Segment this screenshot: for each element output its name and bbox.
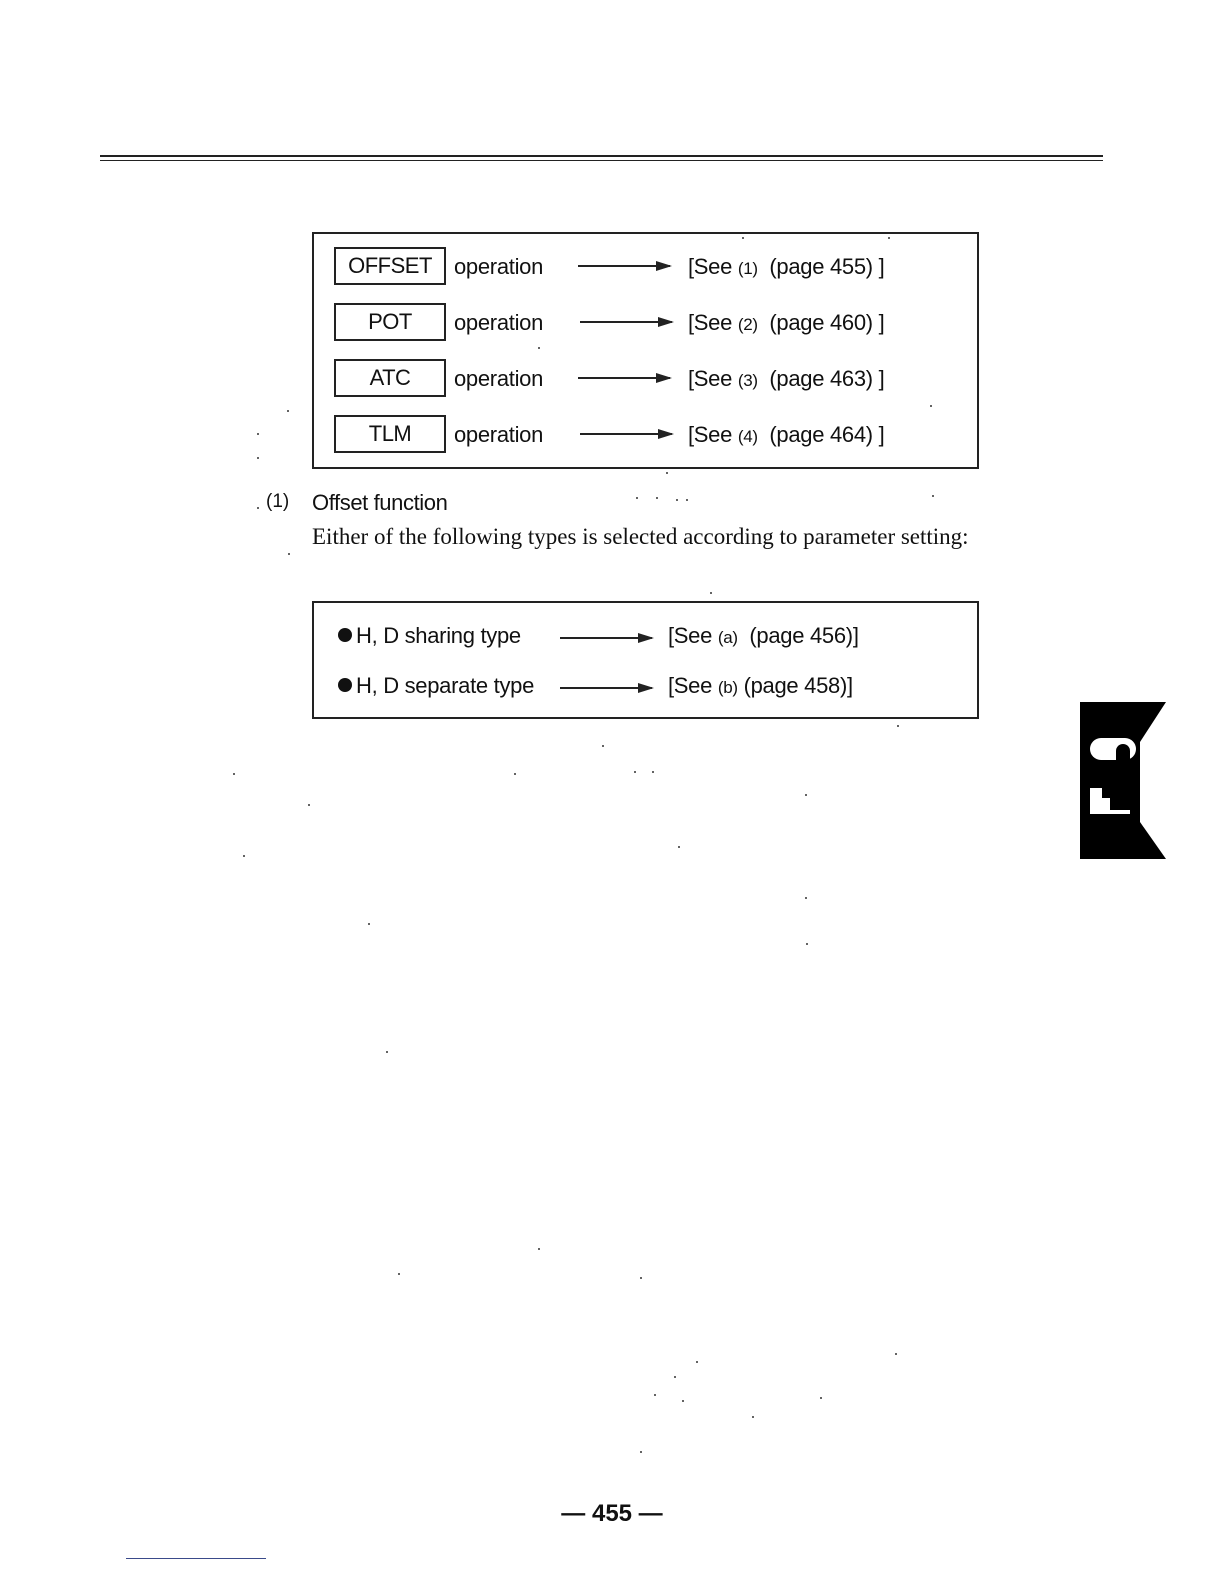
speckle [805,897,807,899]
speckle [538,347,540,349]
speckle [398,1273,400,1275]
speckle [656,497,658,499]
speckle [897,725,899,727]
speckle [686,499,688,501]
page-reference: [See (a) (page 456)] [668,623,859,648]
speckle [514,773,516,775]
chapter-3-tab-icon [1080,702,1166,859]
speckle [820,1397,822,1399]
speckle [257,507,259,509]
page-number: — 455 — [561,1500,663,1527]
speckle [652,771,654,773]
speckle [805,794,807,796]
speckle [640,1277,642,1279]
arrow-icon [580,321,672,323]
operation-label: operation [454,366,544,391]
speckle [287,410,289,412]
footer-rule [126,1558,266,1559]
header-rule-thin [100,160,1103,161]
page-reference: [See (b) (page 458)] [668,673,853,698]
speckle [654,1394,656,1396]
operation-label: operation [454,254,544,279]
speckle [806,943,808,945]
type-label: H, D sharing type [338,623,521,649]
bullet-icon [338,678,352,692]
arrow-icon [578,265,670,267]
speckle [710,592,712,594]
operation-label: operation [454,422,544,447]
section-paragraph: Either of the following types is selected according to parameter setting: [312,524,969,549]
operation-label: operation [454,310,544,335]
operation-row-atc [334,359,964,397]
pot-key-label: POT [334,303,446,341]
speckle [696,1361,698,1363]
speckle [666,472,668,474]
section-title: Offset function [312,490,448,515]
type-row-sharing [338,623,968,653]
page-reference: [See (1) (page 455) ] [688,254,885,279]
atc-key-label: ATC [334,359,446,397]
speckle [676,499,678,501]
operation-row-pot [334,303,964,341]
speckle [640,1451,642,1453]
speckle [682,1400,684,1402]
speckle [308,804,310,806]
page-reference: [See (4) (page 464) ] [688,422,885,447]
bullet-icon [338,628,352,642]
speckle [233,773,235,775]
operations-box [312,232,979,469]
speckle [602,745,604,747]
page-reference: [See (3) (page 463) ] [688,366,885,391]
speckle [634,771,636,773]
arrow-icon [560,637,652,639]
operation-row-tlm [334,415,964,453]
speckle [742,237,744,239]
speckle [257,433,259,435]
speckle [538,1248,540,1250]
speckle [888,237,890,239]
speckle [288,553,290,555]
arrow-icon [578,377,670,379]
speckle [257,457,259,459]
speckle [930,405,932,407]
section-number: (1) [266,491,290,512]
page-reference: [See (2) (page 460) ] [688,310,885,335]
speckle [678,846,680,848]
type-row-separate [338,673,968,703]
speckle [752,1416,754,1418]
operation-row-offset [334,247,964,285]
speckle [932,495,934,497]
speckle [636,497,638,499]
header-rule [100,155,1103,157]
speckle [895,1353,897,1355]
offset-key-label: OFFSET [334,247,446,285]
tlm-key-label: TLM [334,415,446,453]
type-label: H, D separate type [338,673,534,699]
speckle [243,855,245,857]
arrow-icon [580,433,672,435]
arrow-icon [560,687,652,689]
speckle [386,1051,388,1053]
types-box [312,601,979,719]
speckle [368,923,370,925]
speckle [674,1376,676,1378]
